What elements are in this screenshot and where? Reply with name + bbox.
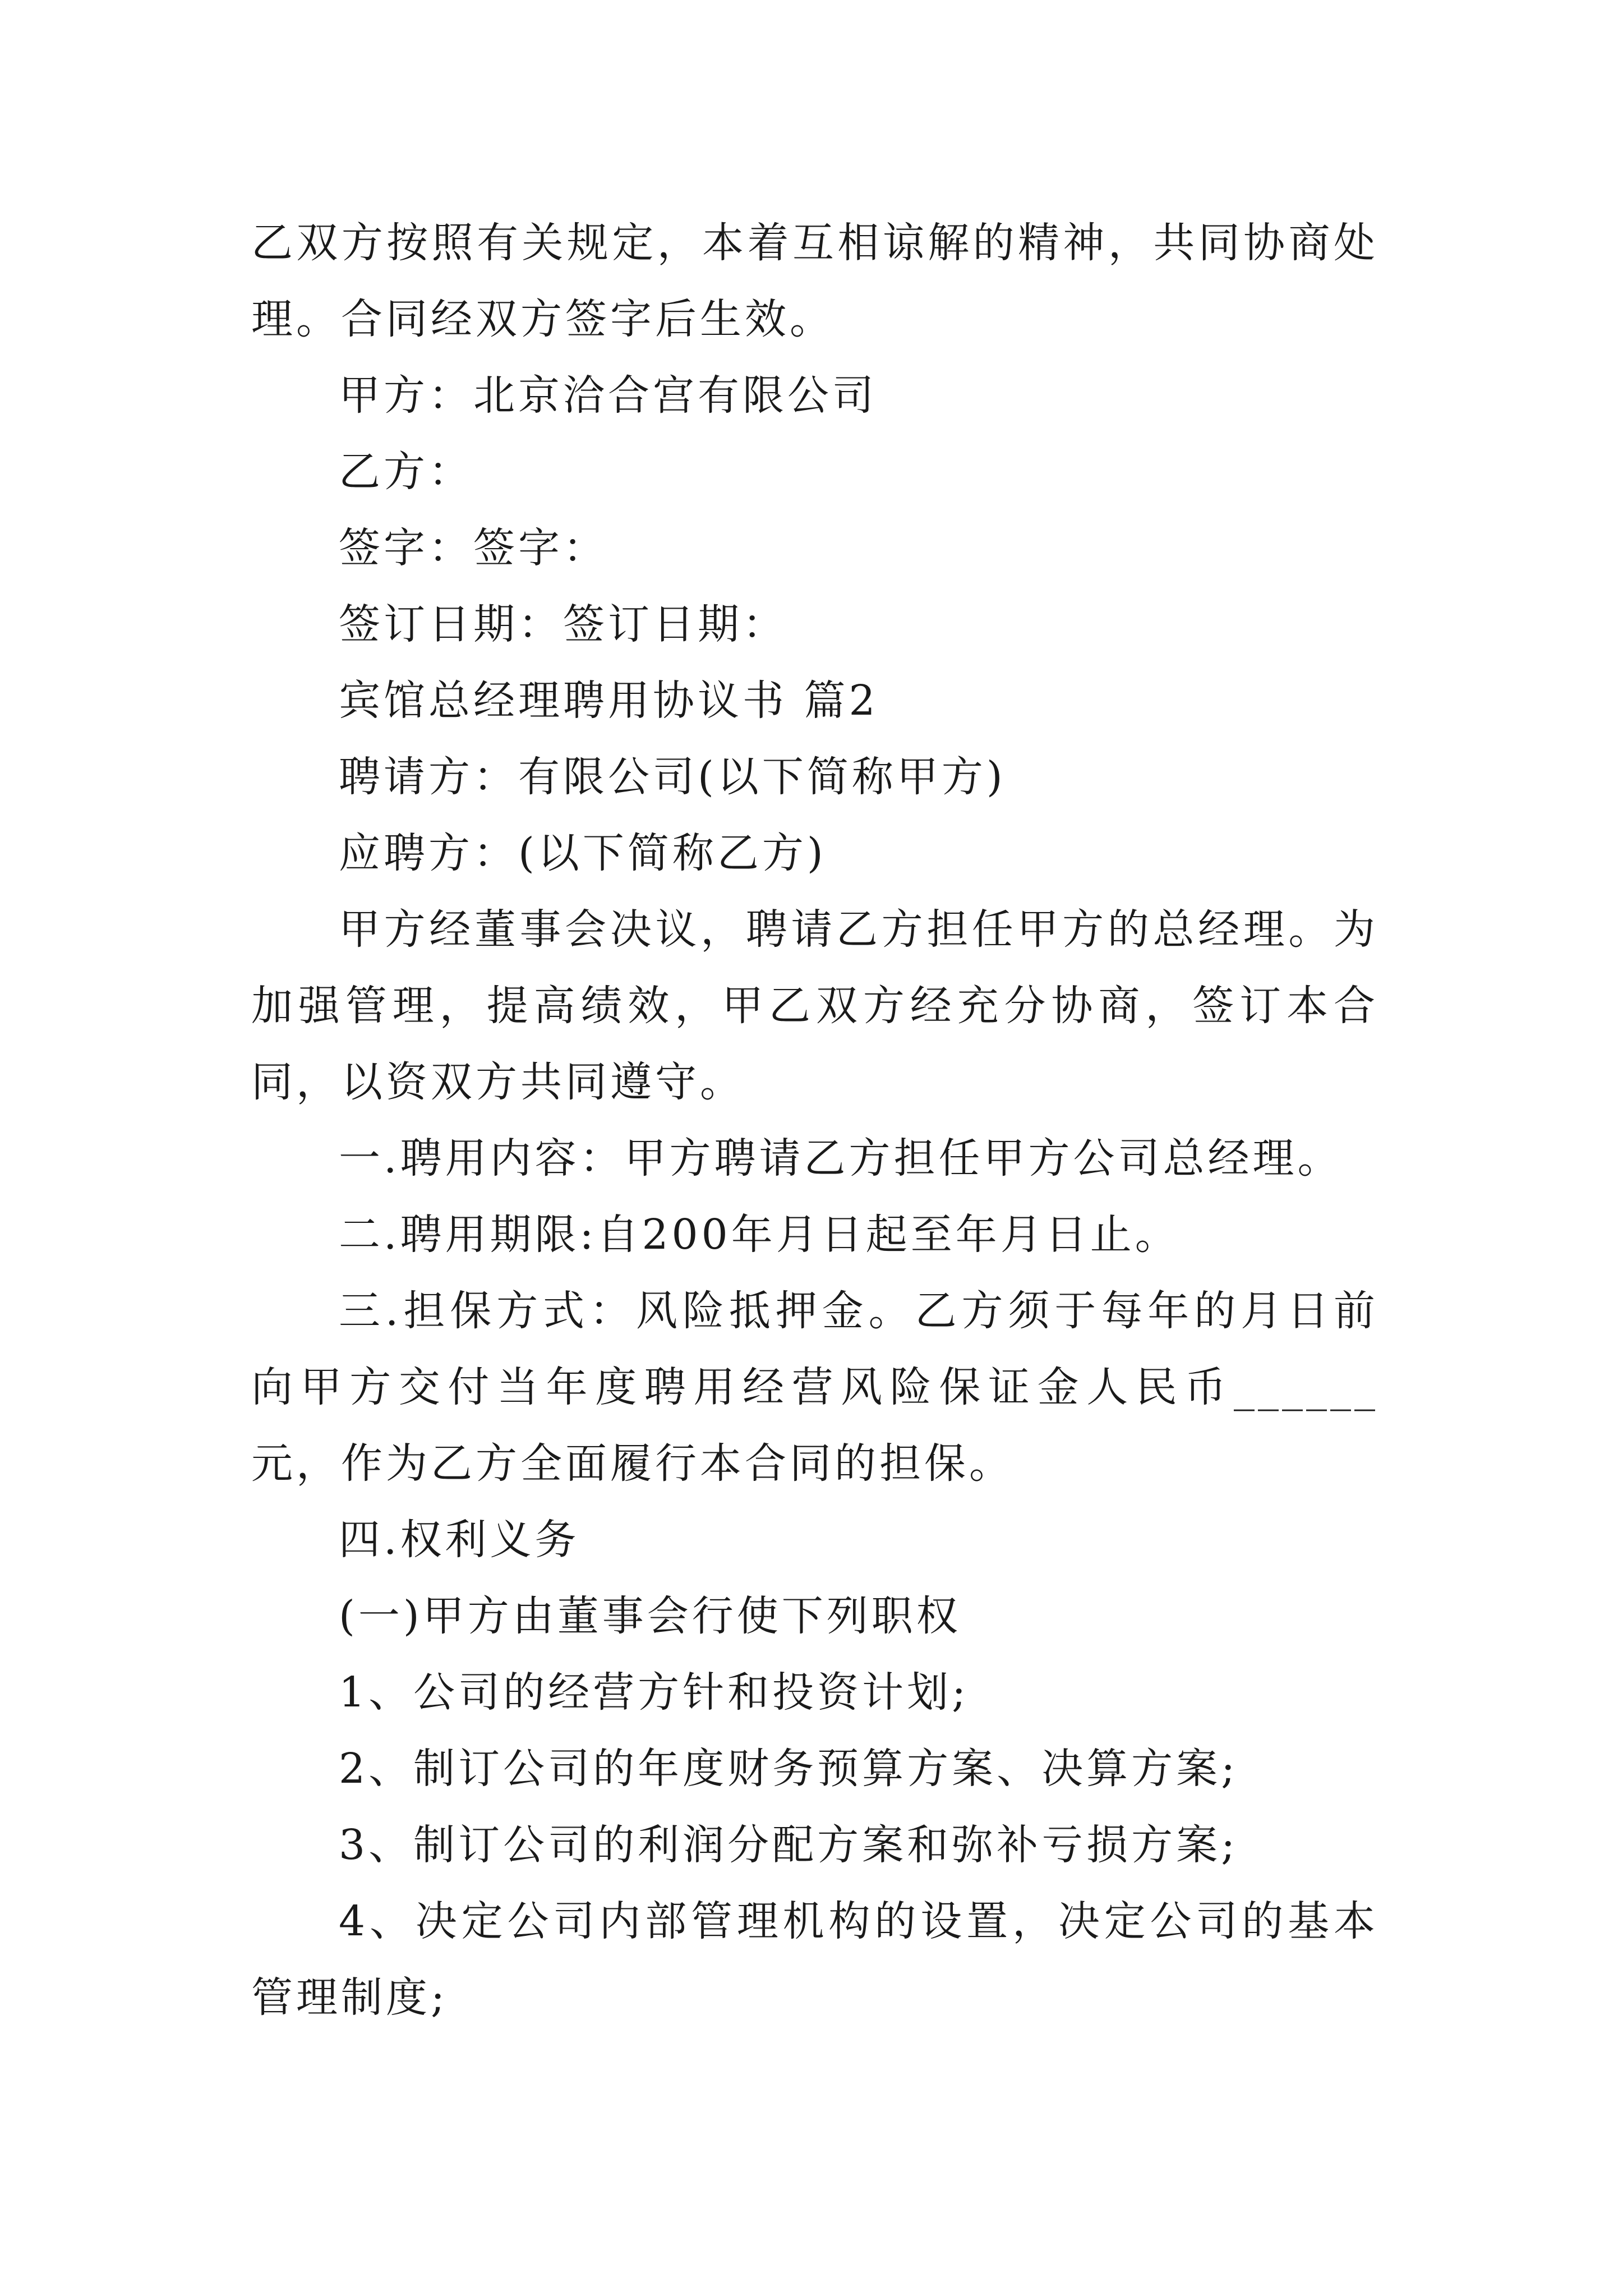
list-item-3: 3、制订公司的利润分配方案和弥补亏损方案;: [339, 1821, 1239, 1869]
list-item-2: 2、制订公司的年度财务预算方案、决算方案;: [339, 1745, 1239, 1793]
paragraph-party-a: 甲方：北京洽合宫有限公司: [339, 371, 877, 420]
subclause-board-powers: (一)甲方由董事会行使下列职权: [339, 1592, 961, 1640]
document-body: [251, 205, 1378, 2036]
clause-1-content: 一.聘用内容：甲方聘请乙方担任甲方公司总经理。: [339, 1134, 1343, 1182]
paragraph-employee: 应聘方：(以下简称乙方): [339, 829, 827, 877]
list-item-1: 1、公司的经营方针和投资计划;: [339, 1668, 970, 1717]
list-item-4: 4、决定公司内部管理机构的设置，决定公司的基本管理制度;: [251, 1897, 1378, 2022]
paragraph-preamble: 甲方经董事会决议，聘请乙方担任甲方的总经理。为加强管理，提高绩效，甲乙双方经充分协商，签订本合同，以资双方共同遵守。: [251, 905, 1378, 1106]
paragraph-employer: 聘请方：有限公司(以下简称甲方): [339, 753, 1006, 801]
clause-4-rights: 四.权利义务: [339, 1516, 580, 1564]
clause-3-guarantee: 三.担保方式：风险抵押金。乙方须于每年的月日前向甲方交付当年度聘用经营风险保证金人民币______元，作为乙方全面履行本合同的担保。: [251, 1287, 1378, 1488]
clause-2-term: 二.聘用期限:自200年月日起至年月日止。: [339, 1211, 1180, 1259]
paragraph-party-b: 乙方：: [339, 448, 473, 496]
paragraph-sign-dates: 签订日期：签订日期：: [339, 600, 787, 648]
paragraph-signatures: 签字：签字：: [339, 524, 608, 572]
section-title: 宾馆总经理聘用协议书 篇2: [339, 677, 879, 725]
paragraph-closing-clause: 乙双方按照有关规定，本着互相谅解的精神，共同协商处理。合同经双方签字后生效。: [251, 219, 1378, 343]
